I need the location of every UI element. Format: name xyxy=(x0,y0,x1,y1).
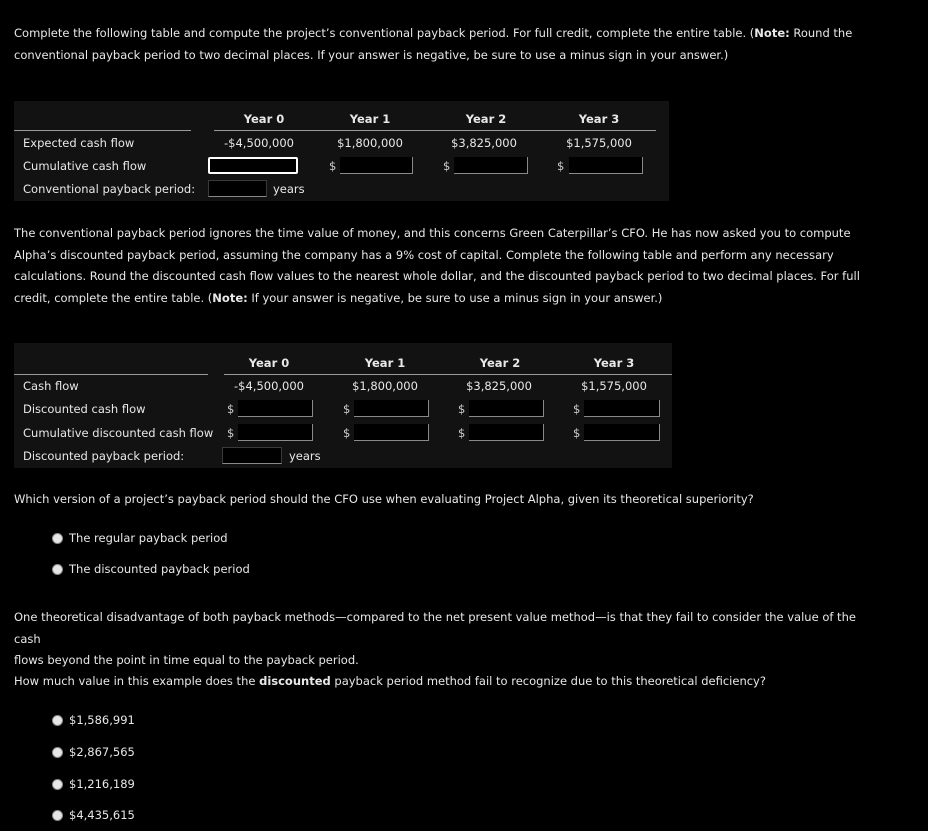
t2-cum-y0-dollar: $ xyxy=(227,426,235,440)
t2-cum-y2-dollar: $ xyxy=(458,426,466,440)
t2-row-cumulative xyxy=(14,422,672,444)
discounted-payback-table xyxy=(14,343,672,468)
t2-disc-y3-dollar: $ xyxy=(573,402,581,416)
para3-line2: flows beyond the point in time equal to the payback period. xyxy=(14,653,359,667)
q2-text-bold: discounted xyxy=(259,674,331,688)
t2-disc-y0-dollar: $ xyxy=(227,402,235,416)
t2-header-year2: Year 2 xyxy=(479,356,521,370)
t1-cumulative-y1-dollar: $ xyxy=(329,159,337,173)
t2-cum-y3-dollar: $ xyxy=(573,426,581,440)
radio-icon[interactable] xyxy=(52,715,63,726)
t1-years-unit: years xyxy=(273,182,305,196)
radio-icon[interactable] xyxy=(52,810,63,821)
t2-cumulative-y2-input[interactable] xyxy=(469,424,544,441)
t1-header-rule-left xyxy=(14,130,191,131)
t2-header-year0: Year 0 xyxy=(248,356,290,370)
t2-cumulative-label: Cumulative discounted cash flow xyxy=(23,426,214,440)
option-label: $1,586,991 xyxy=(69,713,135,727)
t2-cash-y0: -$4,500,000 xyxy=(234,379,304,393)
intro-text-3: conventional payback period to two decimal places. If your answer is negative, be sure to use a minus sign in your answer.) xyxy=(14,47,729,62)
option-label: $4,435,615 xyxy=(69,808,135,822)
t1-cumulative-y3-dollar: $ xyxy=(557,159,565,173)
t1-header-rule-right xyxy=(214,130,656,131)
t1-cumulative-y1-input[interactable] xyxy=(340,157,413,174)
t2-cash-label: Cash flow xyxy=(23,379,79,393)
t1-cumulative-y0-input[interactable] xyxy=(208,157,298,174)
option-label: $1,216,189 xyxy=(69,777,135,791)
t1-expected-label: Expected cash flow xyxy=(23,136,135,150)
para2-line2: Alpha’s discounted payback period, assuming the company has a 9% cost of capital. Complete the following table and perform any necessary xyxy=(14,247,834,262)
t1-header-year1: Year 1 xyxy=(349,112,391,126)
t2-disc-y1-dollar: $ xyxy=(343,402,351,416)
t1-cumulative-y3-input[interactable] xyxy=(569,157,643,174)
option-2867565[interactable] xyxy=(52,744,135,760)
para2-line4a: credit, complete the entire table. ( xyxy=(14,290,213,305)
radio-icon[interactable] xyxy=(52,533,63,544)
t1-row-payback xyxy=(14,178,669,200)
q2-text-post: payback period method fail to recognize due to this theoretical deficiency? xyxy=(330,674,766,688)
radio-icon[interactable] xyxy=(52,564,63,575)
t2-header-year3: Year 3 xyxy=(593,356,635,370)
para2-line3: calculations. Round the discounted cash flow values to the nearest whole dollar, and the discounted payback period to two decimal places. For full xyxy=(14,269,860,283)
t1-header-year2: Year 2 xyxy=(465,112,507,126)
para2-line1: The conventional payback period ignores the time value of money, and this concerns Green Caterpillar’s CFO. He has now asked you to compute xyxy=(14,226,851,240)
t1-cumulative-label: Cumulative cash flow xyxy=(23,159,147,173)
question-1: Which version of a project’s payback period should the CFO use when evaluating Project Alpha, given its theoretical superiority? xyxy=(14,492,754,506)
discount-paragraph xyxy=(14,223,864,309)
intro-text-2: Round the xyxy=(789,26,853,40)
t2-discounted-y1-input[interactable] xyxy=(354,400,429,417)
intro-note: Note: xyxy=(754,26,790,40)
t1-cumulative-y2-input[interactable] xyxy=(454,157,528,174)
option-regular-payback[interactable] xyxy=(52,530,228,546)
t2-payback-input[interactable] xyxy=(222,447,282,464)
t1-payback-input[interactable] xyxy=(208,180,267,197)
t2-discounted-y2-input[interactable] xyxy=(469,400,544,417)
radio-icon[interactable] xyxy=(52,747,63,758)
t2-discounted-y3-input[interactable] xyxy=(584,400,660,417)
t2-row-payback xyxy=(14,445,672,467)
t2-cash-y1: $1,800,000 xyxy=(352,379,418,393)
t1-payback-label: Conventional payback period: xyxy=(23,182,196,196)
option-label: The regular payback period xyxy=(69,531,228,545)
t2-disc-y2-dollar: $ xyxy=(458,402,466,416)
t2-row-discounted xyxy=(14,398,672,420)
t2-discounted-y0-input[interactable] xyxy=(238,400,313,417)
t1-row-cumulative xyxy=(14,155,669,177)
intro-paragraph xyxy=(14,23,864,66)
t1-row-expected xyxy=(14,132,669,154)
question-2 xyxy=(14,671,864,693)
t2-cumulative-y3-input[interactable] xyxy=(584,424,660,441)
intro-text-1: Complete the following table and compute the project’s conventional payback period. For full credit, complete the entire table. ( xyxy=(14,26,755,40)
para2-note: Note: xyxy=(212,290,248,305)
t2-cash-y2: $3,825,000 xyxy=(466,379,532,393)
t2-row-cash xyxy=(14,375,672,397)
para2-line4b: If your answer is negative, be sure to use a minus sign in your answer.) xyxy=(247,290,663,305)
t1-expected-y3: $1,575,000 xyxy=(566,136,632,150)
t1-expected-y0: -$4,500,000 xyxy=(224,136,294,150)
t1-expected-y2: $3,825,000 xyxy=(451,136,517,150)
t2-header-year1: Year 1 xyxy=(364,356,406,370)
option-4435615[interactable] xyxy=(52,807,135,823)
t2-years-unit: years xyxy=(289,449,321,463)
option-1586991[interactable] xyxy=(52,712,135,728)
t1-cumulative-y2-dollar: $ xyxy=(443,159,451,173)
para3-line1: One theoretical disadvantage of both payback methods—compared to the net present value method—is that they fail to consider the value of the cash xyxy=(14,610,856,646)
option-discounted-payback[interactable] xyxy=(52,561,250,577)
t2-cumulative-y0-input[interactable] xyxy=(238,424,313,441)
option-1216189[interactable] xyxy=(52,776,135,792)
radio-icon[interactable] xyxy=(52,779,63,790)
conventional-payback-table xyxy=(14,101,669,201)
t2-discounted-label: Discounted cash flow xyxy=(23,402,146,416)
option-label: $2,867,565 xyxy=(69,745,135,759)
option-label: The discounted payback period xyxy=(69,562,250,576)
t1-header-year3: Year 3 xyxy=(578,112,620,126)
t2-payback-label: Discounted payback period: xyxy=(23,449,185,463)
t1-expected-y1: $1,800,000 xyxy=(337,136,403,150)
t2-cumulative-y1-input[interactable] xyxy=(354,424,429,441)
q2-text-pre: How much value in this example does the xyxy=(14,674,260,688)
disadvantage-paragraph xyxy=(14,607,864,672)
t2-cum-y1-dollar: $ xyxy=(343,426,351,440)
t1-header-year0: Year 0 xyxy=(243,112,285,126)
t2-cash-y3: $1,575,000 xyxy=(581,379,647,393)
